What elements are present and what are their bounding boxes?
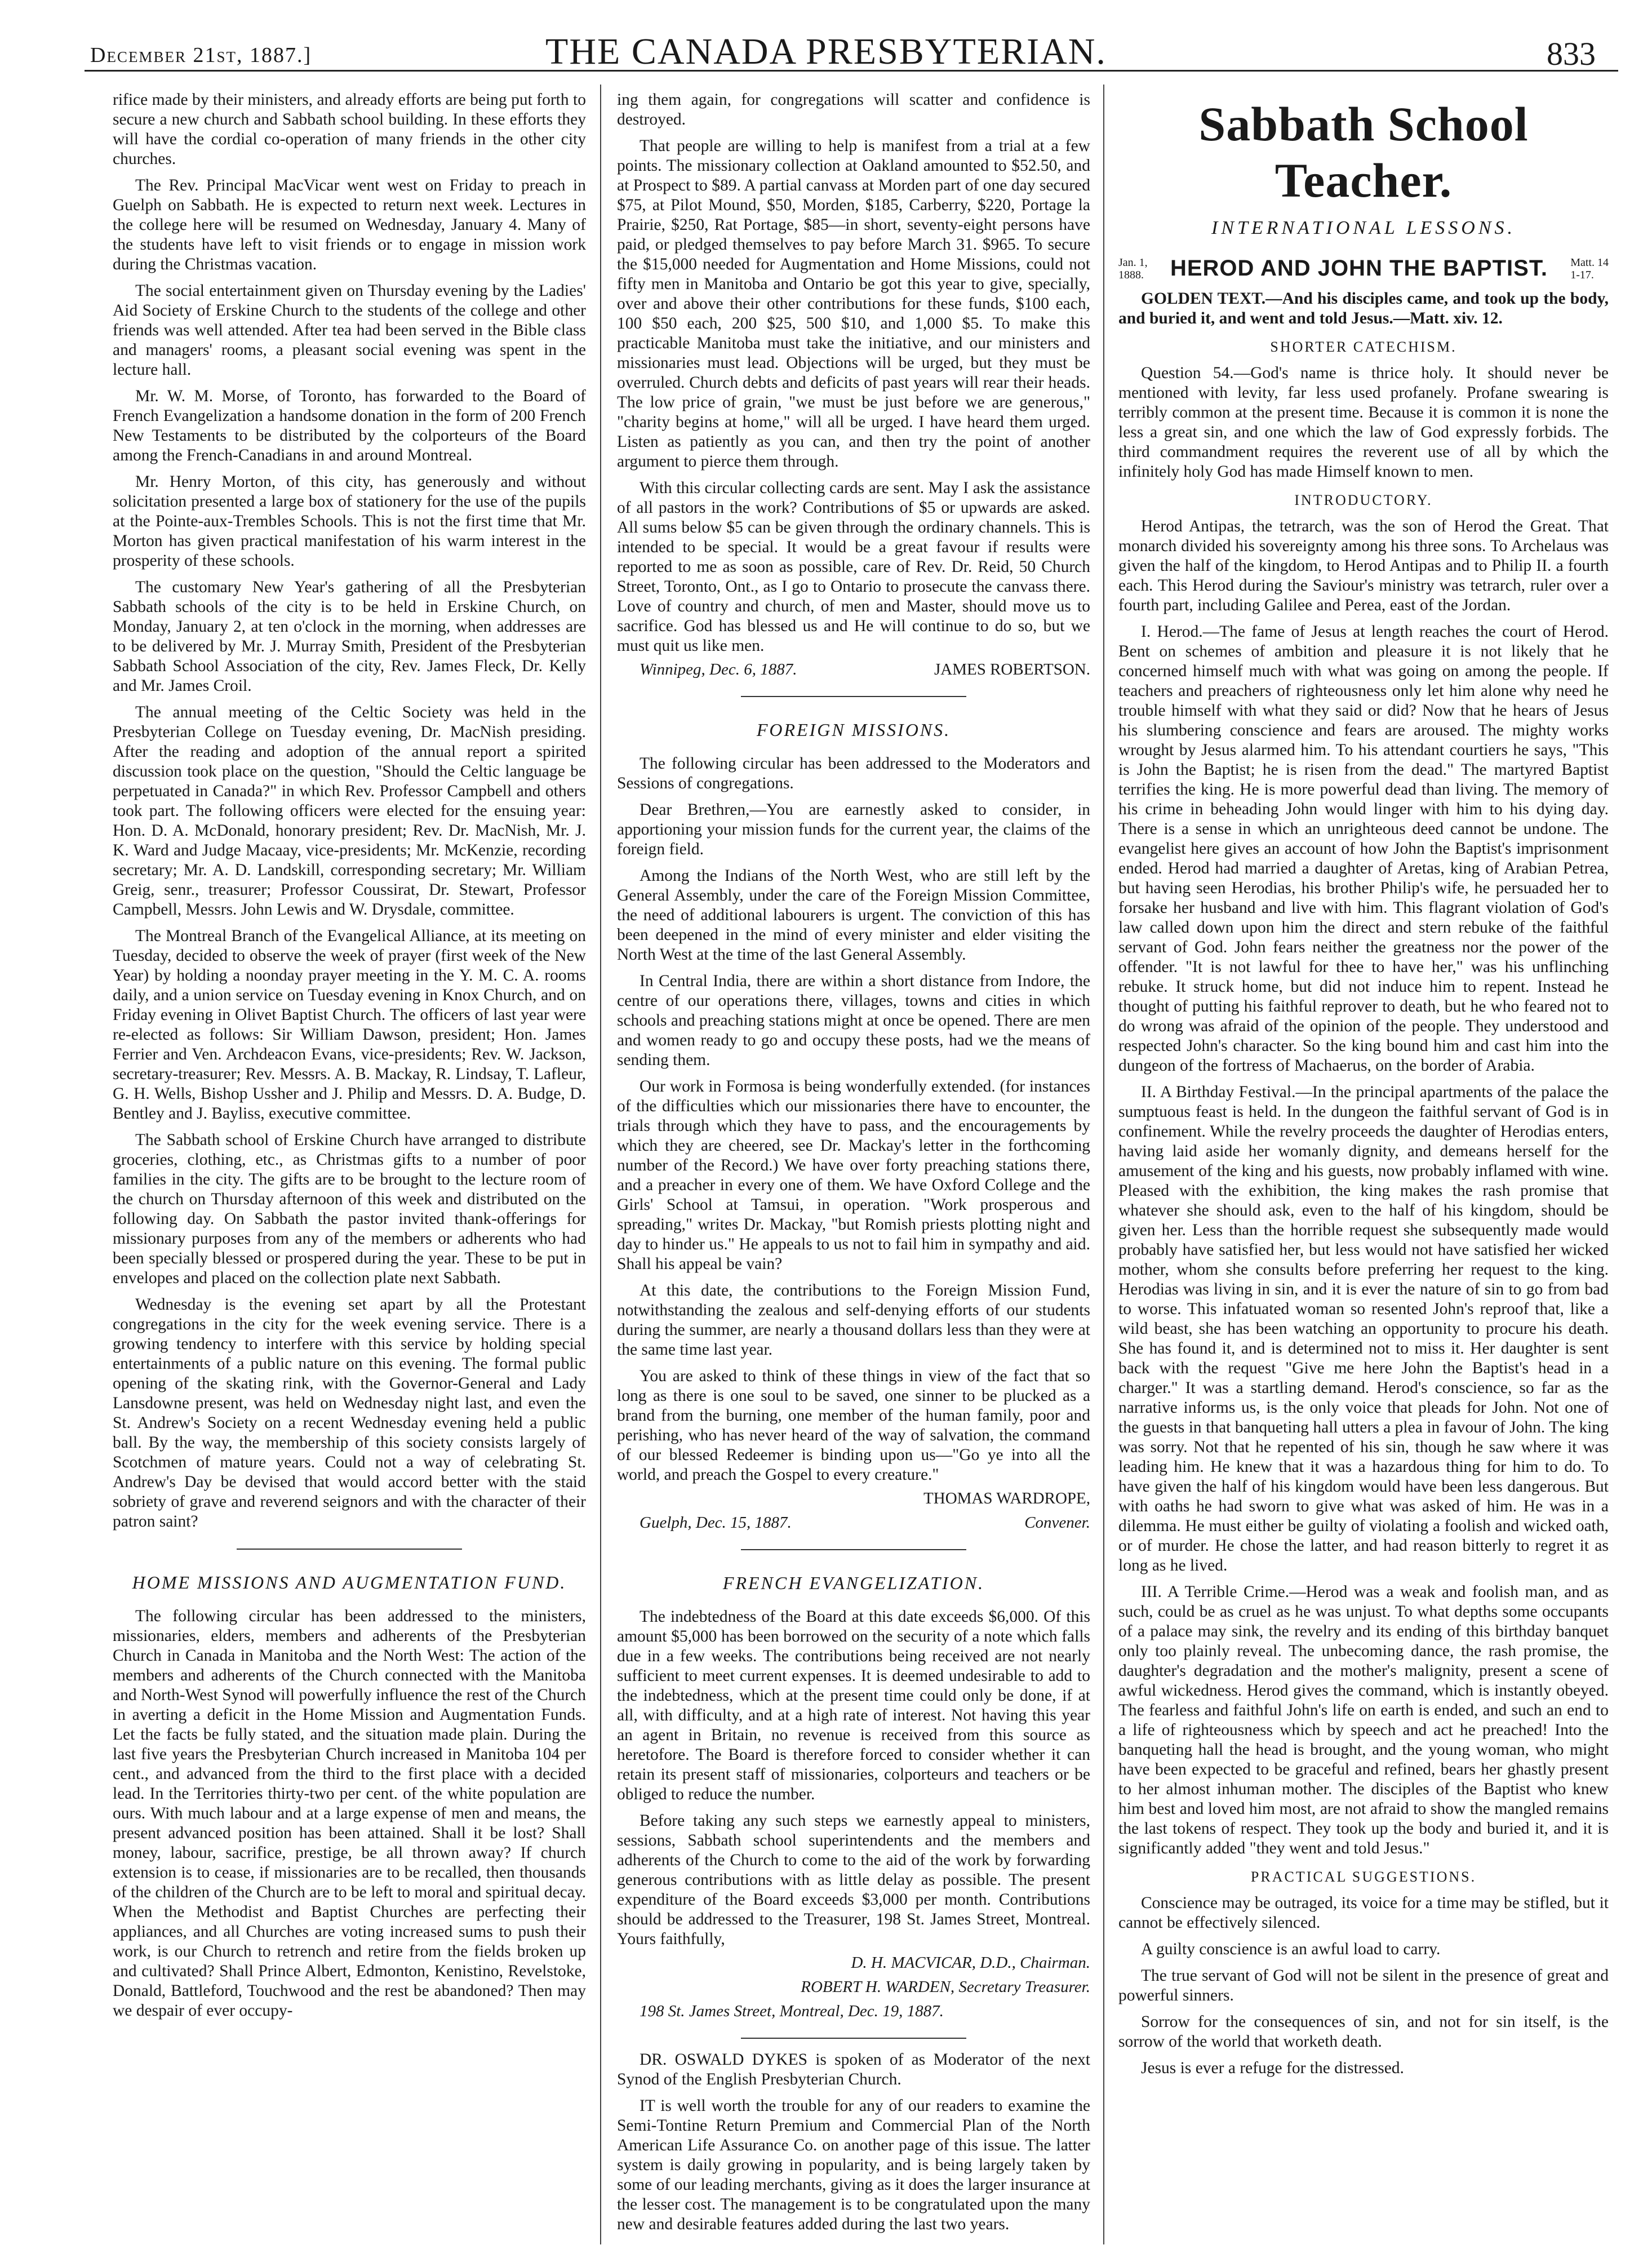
paragraph: Our work in Formosa is being wonderfully extended. (for instances of the difficulties which our missionaries there have to encounter, the trials through which they have to pass, and the encouragements by which they are cheered, see Dr. Mackay's letter in the forthcoming number of the Record.) We have over forty preaching stations there, and a preacher in every one of them. We have Oxford College and the Girls' School at Tamsui, in operation. "Work prosperous and spreading," writes Dr. Mackay, "but Romish priests plotting night and day to hinder us." He appeals to us not to fail him in sympathy and aid. Shall his appeal be vain? <box>617 1077 1090 1273</box>
lesson-reference: Matt. 14 1-17. <box>1570 256 1609 281</box>
newspaper-title: THE CANADA PRESBYTERIAN. <box>545 31 1107 72</box>
paragraph: The indebtedness of the Board at this date exceeds $6,000. Of this amount $5,000 has been borrowed on the security of a note which falls due in a few weeks. The contributions being received are not nearly sufficient to meet current expenses. It is deemed undesirable to add to the indebtedness, which at the present time could only be done, if at all, with difficulty, and at a high rate of interest. Not having this year an agent in Britain, no revenue is received from this source as heretofore. The Board is therefore forced to consider whether it can retain its present staff of missionaries, colporteurs and teachers or be obliged to reduce the number. <box>617 1608 1090 1803</box>
section-rule <box>741 1549 966 1550</box>
column-2 <box>617 90 1090 2244</box>
column-subtitle: INTERNATIONAL LESSONS. <box>1211 218 1516 238</box>
lesson-header <box>1118 256 1609 281</box>
paragraph: DR. OSWALD DYKES is spoken of as Moderator of the next Synod of the English Presbyterian Church. <box>617 2051 1090 2088</box>
subheading-practical: PRACTICAL SUGGESTIONS. <box>1250 1869 1477 1885</box>
paragraph: The following circular has been addressed to the ministers, missionaries, elders, members and adherents of the Presbyterian Church in Canada in Manitoba and the North West: The action of the members and adherents of the Church connected with the Manitoba and North-West Synod will powerfully influence the rest of the Church in averting a deficit in the Home Mission and Augmentation Funds. Let the facts be fully stated, and the situation made plain. During the last five years the Presbyterian Church increased in Manitoba 104 per cent., and advanced from the third to the first place with a decided lead. In the Territories thirty-two per cent. of the white population are ours. With much labour and at a large expense of men and means, the present advanced position has been attained. Shall it be lost? Shall money, labour, sacrifice, prestige, be all thrown away? If church extension is to cease, if missionaries are to be recalled, then thousands of the children of the Church are to be left to moral and spiritual decay. When the Methodist and Baptist Churches are perfecting their appliances, and all Churches are voting increased sums to push their work, is our Church to retrench and retire from the fields broken up and cultivated? Shall Prince Albert, Edmonton, Kenistino, Revelstoke, Donald, Battleford, Touchwood and the rest be abandoned? Then may we despair of ever occupy- <box>113 1607 586 2020</box>
paragraph: Conscience may be outraged, its voice for a time may be stifled, but it cannot be effectively silenced. <box>1118 1894 1609 1932</box>
paragraph: The social entertainment given on Thursday evening by the Ladies' Aid Society of Erskine Church to the students of the college and other friends was well attended. After tea had been served in the Bible class and managers' rooms, a pleasant social evening was spent in the lecture hall. <box>113 282 586 379</box>
paragraph: With this circular collecting cards are sent. May I ask the assistance of all pastors in the work? Contributions of $5 or upwards are asked. All sums below $5 can be given through the ordinary channels. This is intended to be special. It would be a great favour if results were reported to me as soon as possible, care of Rev. Dr. Reid, 50 Church Street, Toronto, Ont., as I go to Ontario to prosecute the canvass there. Love of country and church, of men and Master, should move us to sacrifice. God has blessed us and He will continue to do so, but we must quit us like men. <box>617 479 1090 655</box>
paragraph: III. A Terrible Crime.—Herod was a weak and foolish man, and as such, could be as cruel as he was unjust. To what depths some occupants of a palace may sink, the revelry and its ending of this birthday banquet only too plainly reveal. The unbecoming dance, the rash promise, the daughter's degradation and the mother's malignity, present a scene of awful wickedness. Herod gives the command, which is instantly obeyed. The fearless and faithful John's life on earth is ended, and such an end to a life of righteousness which by speech and act he preached! Into the banqueting hall the head is brought, and the young woman, who might have been expected to be graceful and refined, bears her ghastly present to her almost inhuman mother. The disciples of the Baptist who knew him best and loved him most, are not afraid to show the mangled remains the last tokens of respect. They took up the body and buried it, and it is significantly added "they went and told Jesus." <box>1118 1583 1609 1857</box>
section-rule <box>237 1549 462 1550</box>
signature-address: 198 St. James Street, Montreal, Dec. 19, 1887. <box>640 2002 944 2020</box>
signature-place: Guelph, Dec. 15, 1887. <box>640 1514 792 1532</box>
column-1 <box>113 90 586 2244</box>
paragraph: Jesus is ever a refuge for the distressed. <box>1141 2059 1404 2077</box>
subheading-catechism: SHORTER CATECHISM. <box>1270 339 1457 355</box>
paragraph: ing them again, for congregations will scatter and confidence is destroyed. <box>617 91 1090 128</box>
page-number: 833 <box>1547 36 1596 72</box>
lesson-title: HEROD AND JOHN THE BAPTIST. <box>1170 256 1548 281</box>
signature-name: JAMES ROBERTSON. <box>934 660 1090 678</box>
signature <box>640 1954 1090 1972</box>
header-rule <box>85 70 1618 72</box>
paragraph: The following circular has been addressed to the Moderators and Sessions of congregations. <box>617 755 1090 792</box>
signature <box>640 660 1090 679</box>
paragraph: II. A Birthday Festival.—In the principal apartments of the palace the sumptuous feast is held. In the dungeon the faithful servant of God is in confinement. While the revelry proceeds the daughter of Herodias enters, having laid aside her womanly dignity, and demeans herself for the amusement of the king and his guests, now probably inflamed with wine. Pleased with the exhibition, the king makes the rash promise that whatever she should ask, even to the half of his kingdom, should be given her. Less than the horrible request she subsequently made would probably have satisfied her, but less would not have satisfied her wicked mother, whom she consults before preferring her request to the king. Herodias was living in sin, and it is ever the nature of sin to go from bad to worse. This infatuated woman so resented John's reproof that, like a wild beast, she has been watching an opportunity to procure his death. She has found it, and is determined not to miss it. Her daughter is sent back with the request "Give me here John the Baptist's head in a charger." It was a startling demand. Herod's conscience, so far as the narrative informs us, is the only voice that pleads for John. Not one of the guests in that banqueting hall utters a plea in favour of John. The king was sorry. Not that he repented of his sin, though he saw where it was leading him. He knew that it was a hazardous thing for him to do. To have given the half of his kingdom would have been less dangerous. But with oaths he had sworn to give what was asked of him. He was in a dilemma. He must either be guilty of violating a foolish and wicked oath, or of murder. He chose the latter, and had reason bitterly to regret it as long as he lived. <box>1118 1083 1609 1574</box>
paragraph: Before taking any such steps we earnestly appeal to ministers, sessions, Sabbath school superintendents and the members and adherents of the Church to come to the aid of the work by forwarding generous contributions with as little delay as possible. The present expenditure of the Board exceeds $3,000 per month. Contributions should be addressed to the Treasurer, 198 St. James Street, Montreal. Yours faithfully, <box>617 1812 1090 1948</box>
page-header <box>23 20 1629 77</box>
paragraph: I. Herod.—The fame of Jesus at length reaches the court of Herod. Bent on schemes of ambition and pleasure it is not likely that he concerned himself much with what was going on among the people. If teachers and preachers of righteousness only let him alone why need he trouble himself with what they said or did? Now that he hears of Jesus his slumbering conscience and fears are aroused. The mighty works wrought by Jesus alarmed him. To his attendant courtiers he says, "This is John the Baptist; he is risen from the dead." The martyred Baptist terrifies the king. He is more powerful dead than living. The memory of his crime in beheading John would linger with him to his dying day. There is a sense in which an unrighteous deed cannot be undone. The evangelist here gives an account of how John the Baptist's imprisonment ended. Herod had married a daughter of Aretas, king of Arabian Petrea, but having seen Herodias, his brother Philip's wife, he persuaded her to forsake her husband and live with him. This flagrant violation of God's law called down upon him the direct and stern rebuke of the faithful servant of God. John fears neither the greatness nor the power of the offender. "It is not lawful for thee to have her," was his unflinching rebuke. It struck home, but did not induce him to repent. Instead he thought of putting his faithful reprover to death, but he who feared not to do wrong was afraid of the opinion of the people. They understood and respected John's character. So the king bound him and cast him into the dungeon of the fortress of Machaerus, on the border of Arabia. <box>1118 623 1609 1075</box>
paragraph: You are asked to think of these things in view of the fact that so long as there is one soul to be saved, one sinner to be plucked as a brand from the burning, one member of the human family, poor and perishing, who has never heard of the way of salvation, the command of our blessed Redeemer is binding upon us—"Go ye into all the world, and preach the Gospel to every creature." <box>617 1367 1090 1484</box>
subheading-introductory: INTRODUCTORY. <box>1294 492 1433 508</box>
section-rule <box>741 2038 966 2039</box>
column-divider-1 <box>600 85 601 2244</box>
paragraph: Mr. Henry Morton, of this city, has generously and without solicitation presented a large box of stationery for the use of the pupils at the Pointe-aux-Trembles Schools. This is not the first time that Mr. Morton has given practical manifestation of his warm interest in the prosperity of these schools. <box>113 473 586 570</box>
paragraph: Wednesday is the evening set apart by all the Protestant congregations in the city for the week evening service. There is a growing tendency to interfere with this service by holding special entertainments of a public nature on this evening. The formal public opening of the skating rink, with the Governor-General and Lady Lansdowne present, was held on Wednesday night last, and even the St. Andrew's Society on a recent Wednesday evening held a public ball. By the way, the membership of this society consists largely of Scotchmen of mature years. Could not a way of celebrating St. Andrew's Day be devised that would accord better with the staid sobriety of grave and reverend seignors and with the character of their patron saint? <box>113 1296 586 1530</box>
signature-name: THOMAS WARDROPE, <box>923 1489 1090 1507</box>
paragraph: That people are willing to help is manifest from a trial at a few points. The missionary collection at Oakland amounted to $52.50, and at Prospect to $89. A partial canvass at Morden part of one day secured $75, at Pilot Mound, $50, Morden, $185, Carberry, $220, Portage la Prairie, $250, Rat Portage, $85—in short, seventy-eight persons have paid, or pledged themselves to pay before March 31. $965. To secure the $15,000 needed for Augmentation and Home Missions, could not fifty men in Manitoba and Ontario be got this year to give, specially, over and above their other contributions for these funds, $100 each, 100 $50 each, 200 $25, 500 $10, and 1,000 $5. To make this practicable Manitoba must take the initiative, and our ministers and missionaries must lead. Objections will be urged, but they must be overruled. Church debts and deficits of past years will rear their heads. The low price of grain, "we must be just before we are generous," "charity begins at home," will all be urged. I have heard them urged. Listen as patiently as you can, and then try the point of another argument to pierce them through. <box>617 137 1090 471</box>
column-title: Sabbath School Teacher. <box>1198 97 1529 207</box>
paragraph: Sorrow for the consequences of sin, and not for sin itself, is the sorrow of the world that worketh death. <box>1118 2013 1609 2051</box>
section-rule <box>741 696 966 697</box>
signature-line: ROBERT H. WARDEN, Secretary Treasurer. <box>801 1978 1090 1996</box>
section-heading-french-evangelization: FRENCH EVANGELIZATION. <box>722 1573 985 1593</box>
paragraph: The Montreal Branch of the Evangelical Alliance, at its meeting on Tuesday, decided to observe the week of prayer (first week of the New Year) by holding a noonday prayer meeting in the Y. M. C. A. rooms daily, and a union service on Tuesday evening in Knox Church, and on Friday evening in Olivet Baptist Church. The officers of last year were re-elected as follows: Sir William Dawson, president; Hon. James Ferrier and Ven. Archdeacon Evans, vice-presidents; Rev. W. Jackson, secretary-treasurer; Rev. Messrs. A. B. Mackay, R. Lindsay, T. Lafleur, G. H. Wells, Bishop Ussher and J. Philip and Messrs. D. A. Budge, D. Bentley and J. Bayliss, executive committee. <box>113 927 586 1123</box>
lesson-date: Jan. 1, 1888. <box>1118 256 1148 281</box>
column-divider-2 <box>1103 85 1104 2244</box>
paragraph: The customary New Year's gathering of all the Presbyterian Sabbath schools of the city is to be held in Erskine Church, on Monday, January 2, at ten o'clock in the morning, when addresses are to be delivered by Mr. J. Murray Smith, President of the Presbyterian Sabbath School Association of the city, Rev. James Fleck, Dr. Kelly and Mr. James Croil. <box>113 578 586 695</box>
section-heading-foreign-missions: FOREIGN MISSIONS. <box>756 720 951 740</box>
signature <box>640 1489 1090 1508</box>
paragraph: The annual meeting of the Celtic Society was held in the Presbyterian College on Tuesday evening, Dr. MacNish presiding. After the reading and adoption of the annual report a spirited discussion took place on the question, "Should the Celtic language be perpetuated in Canada?" in which Rev. Professor Campbell and others took part. The following officers were elected for the ensuing year: Hon. D. A. McDonald, honorary president; Rev. Dr. MacNish, Mr. J. K. Ward and Judge Macaay, vice-presidents; Mr. McKenzie, recording secretary; Mr. A. D. Landskill, corresponding secretary; Mr. William Greig, senr., treasurer; Professor Coussirat, Dr. Stewart, Professor Campbell, Messrs. John Lewis and W. Drysdale, committee. <box>113 703 586 919</box>
signature <box>640 1978 1090 1997</box>
paragraph: The true servant of God will not be silent in the presence of great and powerful sinners. <box>1118 1967 1609 2004</box>
paragraph: The Sabbath school of Erskine Church have arranged to distribute groceries, clothing, etc., as Christmas gifts to a number of poor families in the city. The gifts are to be brought to the lecture room of the church on Thursday afternoon of this week and distributed on the following day. On Sabbath the pastor invited thank-offerings for missionary purposes from any of the members or adherents who had been specially blessed or prospered during the year. These to be put in envelopes and placed on the collection plate next Sabbath. <box>113 1131 586 1287</box>
column-3 <box>1118 90 1609 2244</box>
paragraph: At this date, the contributions to the Foreign Mission Fund, notwithstanding the zealous and self-denying efforts of our students during the summer, are nearly a thousand dollars less than they were at the same time last year. <box>617 1281 1090 1359</box>
signature-line: D. H. MACVICAR, D.D., Chairman. <box>851 1954 1090 1972</box>
paragraph: A guilty conscience is an awful load to carry. <box>1141 1940 1441 1958</box>
paragraph: Question 54.—God's name is thrice holy. It should never be mentioned with levity, far less used profanely. Profane swearing is terribly common at the present time. Because it is common it is none the less a great sin, and one which the law of God expressly forbids. The third commandment requires the reverent use of all by which the infinitely holy God has made Himself known to men. <box>1118 364 1609 481</box>
paragraph: Mr. W. M. Morse, of Toronto, has forwarded to the Board of French Evangelization a handsome donation in the form of 200 French New Testaments to be distributed by the colporteurs of the Board among the French-Canadians in and around Montreal. <box>113 387 586 464</box>
signature <box>640 2002 1090 2021</box>
paragraph: In Central India, there are within a short distance from Indore, the centre of our operations there, villages, towns and cities in which schools and preaching stations might at once be opened. There are men and women ready to go and occupy these posts, had we the means of sending them. <box>617 972 1090 1069</box>
issue-date: December 21st, 1887.] <box>90 43 312 67</box>
paragraph: IT is well worth the trouble for any of our readers to examine the Semi-Tontine Return Premium and Commercial Plan of the North American Life Assurance Co. on another page of this issue. The latter system is daily growing in popularity, and is being largely taken by some of our leading merchants, giving as it does the larger insurance at the lesser cost. The management is to be congratulated upon the many new and desirable features added during the last two years. <box>617 2097 1090 2233</box>
paragraph: The Rev. Principal MacVicar went west on Friday to preach in Guelph on Sabbath. He is expected to return next week. Lectures in the college here will be resumed on Wednesday, January 4. Many of the students have left to visit friends or to engage in mission work during the Christmas vacation. <box>113 176 586 273</box>
golden-text: GOLDEN TEXT.—And his disciples came, and took up the body, and buried it, and went and told Jesus.—Matt. xiv. 12. <box>1118 290 1609 327</box>
section-heading-home-missions: HOME MISSIONS AND AUGMENTATION FUND. <box>132 1572 567 1592</box>
paragraph: rifice made by their ministers, and already efforts are being put forth to secure a new church and Sabbath school building. In these efforts they will have the cordial co-operation of many friends in the other city churches. <box>113 91 586 168</box>
signature-role: Convener. <box>1024 1514 1090 1532</box>
signature-place: Winnipeg, Dec. 6, 1887. <box>640 660 797 678</box>
paragraph: Among the Indians of the North West, who are still left by the General Assembly, under the care of the Foreign Mission Committee, the need of additional labourers is urgent. The conviction of this has been deepened in the mind of every minister and elder visiting the North West at the time of the last General Assembly. <box>617 867 1090 964</box>
paragraph: Dear Brethren,—You are earnestly asked to consider, in apportioning your mission funds for the current year, the claims of the foreign field. <box>617 801 1090 858</box>
signature <box>640 1514 1090 1532</box>
paragraph: Herod Antipas, the tetrarch, was the son of Herod the Great. That monarch divided his sovereignty among his three sons. To Archelaus was given the half of the kingdom, to Herod Antipas and to Philip II. a fourth each. This Herod during the Saviour's ministry was tetrarch, ruler over a fourth part, including Galilee and Perea, east of the Jordan. <box>1118 517 1609 614</box>
